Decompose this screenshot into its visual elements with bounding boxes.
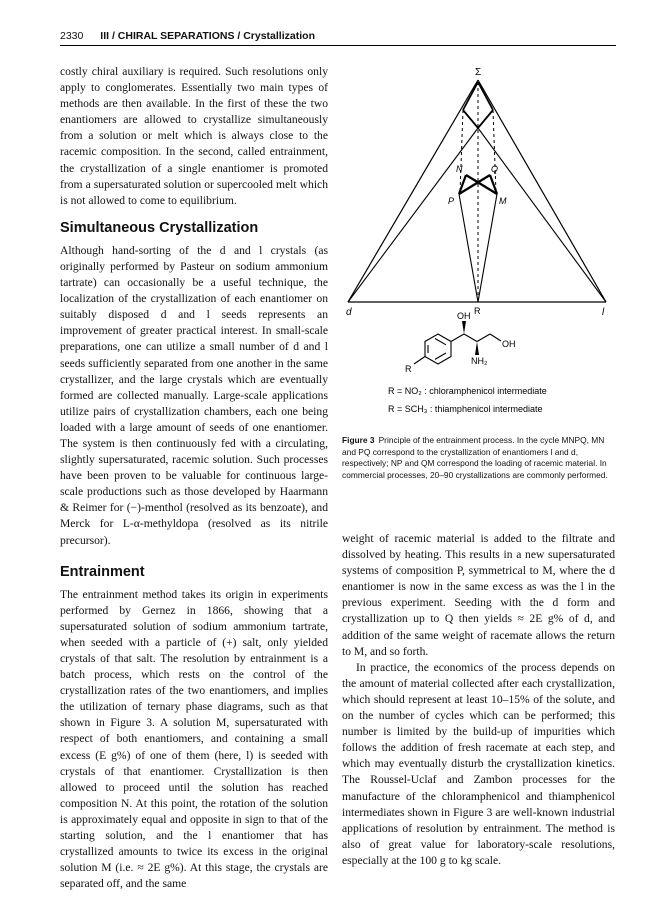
molecule-oh-top: OH: [457, 311, 471, 321]
l-to-diamond-line: [478, 128, 606, 302]
intro-paragraph: costly chiral auxiliary is required. Such resolutions only apply to conglomerates. Essentially two main types of methods are then available. In the first of these the two enantiomers are allowed to crystallize simultaneously from a solution or melt which is always close to the racemic composition. In the second, called entrainment, the crystallization of a single enantiomer is promoted from a supersaturated solution or supercooled melt which is not allowed to come to equilibrium.: [60, 65, 328, 207]
right-paragraph-1: weight of racemic material is added to the filtrate and dissolved by heating. This results in a new supersaturated systems of composition P, symmetrical to M, where the d enantiomer is now in the same excess as was the l in the previous experiment. Seeding with the d form and crystallization up to Q then yields ≈ 2E g% of d, and addition of the same weight of racemate allows the return to M, and so forth.: [342, 532, 615, 658]
label-m: M: [499, 196, 507, 206]
running-title: III / CHIRAL SEPARATIONS / Crystallization: [100, 30, 315, 42]
diamond-top-right: [478, 82, 493, 110]
benzene-ring: [425, 334, 451, 364]
c3-to-oh-bond: [490, 334, 501, 341]
label-l: l: [602, 307, 605, 318]
c1-to-c2-bond: [464, 334, 477, 342]
wedge-bond-nh2: [475, 342, 479, 356]
d-to-diamond-line: [348, 128, 478, 302]
running-header: [60, 30, 616, 46]
header-rule: [60, 45, 616, 46]
triangle-right-edge: [478, 80, 606, 302]
caption-label: Figure 3: [342, 435, 375, 445]
label-sigma: Σ: [475, 67, 482, 78]
benzene-inner-bond-1: [435, 339, 446, 345]
label-r-vertex: R: [474, 306, 481, 316]
molecule-structure: [414, 334, 501, 364]
molecule-nh2: NH₂: [471, 356, 488, 366]
ring-to-r-bond: [414, 357, 425, 365]
simultaneous-paragraph: Although hand-sorting of the d and l crystals (as originally performed by Pasteur on sodium ammonium tartrate) can occasionally be a useful technique, the localization of the crystallization of each enantiomer on suitably disposed d and l seeds represents an improvement of greater practical interest. In small-scale preparations, one can utilize a small number of d and l seeds sufficiently separated from one another in the same crystallizer, and the large crystals which are eventually formed are collected manually. Large-scale applications utilize pairs of crystallization chambers, each one being loaded with a large amount of seeds of one enantiomer. The system is then continuously fed with a circulating, slightly supersaturated, racemic solution. Such processes have been proven to be valuable for continuous large-scale productions such as those developed by Haarmann & Reimer for (−)-menthol (resolved as its benzoate), and Merck for L-α-methyldopa (resolved as its nitrile precursor).: [60, 243, 328, 547]
ring-to-c1-bond: [451, 334, 464, 342]
c2-to-c3-bond: [477, 334, 490, 342]
m-to-r-line: [478, 194, 497, 302]
r-definition-2: R = SCH₃ : thiamphenicol intermediate: [388, 404, 543, 414]
diamond-top-left: [463, 82, 478, 110]
label-p: P: [448, 196, 455, 206]
heading-simultaneous: Simultaneous Crystallization: [60, 219, 259, 236]
label-n: N: [456, 164, 463, 174]
figure-3: [338, 62, 620, 422]
triangle-left-edge: [348, 80, 478, 302]
diamond-bottom-left: [463, 110, 478, 128]
label-q: Q: [491, 164, 499, 174]
molecule-r-group: R: [405, 364, 412, 374]
phase-diagram: [338, 62, 620, 422]
r-definition-1: R = NO₂ : chloramphenicol intermediate: [388, 386, 547, 396]
right-paragraph-2: In practice, the economics of the process depends on the amount of material collected after each crystallization, which should represent at least 10–15% of the solute, and on the number of cycles which can be performed; this number is limited by the build-up of impurities which follows the addition of fresh racemate at each step, and which may eventually disturb the crystallization kinetics. The Roussel-Uclaf and Zambon processes for the manufacture of the chloramphenicol and thiamphenicol intermediates shown in Figure 3 are well-known industrial applications of resolution by entrainment. The method is also of great value for laboratory-scale resolutions, especially at the 100 g to kg scale.: [342, 660, 615, 867]
p-to-r-line: [459, 194, 478, 302]
label-d: d: [346, 307, 352, 318]
figure-caption: [342, 435, 615, 481]
diamond-bottom-right: [478, 110, 493, 128]
right-column: [342, 531, 615, 869]
entrainment-paragraph: The entrainment method takes its origin in experiments performed by Gernez in 1866, showing that a supersaturated solution of sodium ammonium tartrate, when seeded with a particle of (+) salt, only yielded crystals of that salt. The resolution by entrainment is a batch process, which rests on the control of the crystallization rates of the two enantiomers, and implies the utilization of ternary phase diagrams, such as that shown in Figure 3. A solution M, supersaturated with respect of both enantiomers, and containing a small excess (E g%) of one of them (here, l) is seeded with crystals of that enantiomer. Crystallization is then allowed to proceed until the solution has reached composition N. At this point, the rotation of the solution is approximately equal and opposite in sign to that of the starting solution, and the l enantiomer that has crystallized amounts to twice its excess in the original solution M (i.e. ≈ 2E g%). At this stage, the crystals are separated off, and the same: [60, 587, 328, 891]
page-number: 2330: [60, 30, 84, 42]
molecule-oh-right: OH: [502, 339, 516, 349]
caption-text: Principle of the entrainment process. In the cycle MNPQ, MN and PQ correspond to the crystallization of enantiomers l and d, respectively; NP and QM correspond the loading of racemic material. In commercial processes, 20–90 crystallizations are commonly performed.: [342, 435, 608, 480]
wedge-bond-oh: [462, 321, 466, 334]
heading-entrainment: Entrainment: [60, 563, 145, 580]
left-column: [60, 64, 328, 892]
benzene-inner-bond-2: [435, 353, 446, 359]
